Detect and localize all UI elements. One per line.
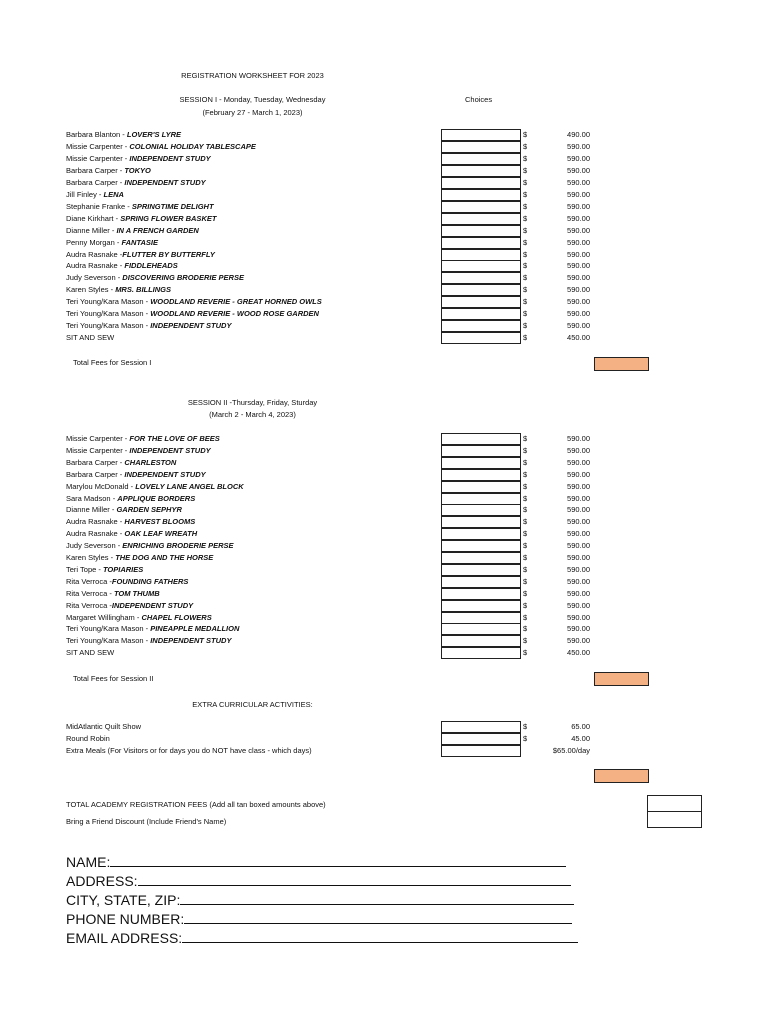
session1-dates: (February 27 - March 1, 2023) <box>202 108 303 117</box>
course-row <box>66 308 319 320</box>
teacher-name: Barbara Carper - <box>66 469 125 479</box>
course-row <box>66 201 214 213</box>
choice-box[interactable] <box>441 612 521 624</box>
teacher-name: Audra Rasnake - <box>66 517 125 527</box>
name-field[interactable] <box>110 852 566 867</box>
choice-box[interactable] <box>441 272 521 284</box>
dollar-sign: $ <box>523 297 528 307</box>
extra-choice-box[interactable] <box>441 733 521 745</box>
course-fee: 590.00 <box>567 249 590 259</box>
course-fee: 590.00 <box>567 576 590 586</box>
dollar-sign: $ <box>523 434 528 443</box>
course-fee: 490.00 <box>567 130 590 139</box>
extra-fee: 65.00 <box>571 722 590 731</box>
dollar-sign: $ <box>523 576 528 586</box>
course-row <box>66 284 171 296</box>
address-label: ADDRESS: <box>66 873 138 889</box>
choice-box[interactable] <box>441 284 521 296</box>
dollar-sign: $ <box>523 457 528 467</box>
choice-box[interactable] <box>441 189 521 201</box>
teacher-name: Audra Rasnake - <box>66 529 125 539</box>
choice-box[interactable] <box>441 332 521 344</box>
name-line <box>66 852 566 871</box>
teacher-name: Rita Verroca - <box>66 600 112 610</box>
dollar-sign: $ <box>523 333 528 343</box>
course-row <box>66 635 231 647</box>
course-row <box>66 320 231 332</box>
dollar-sign: $ <box>523 237 528 247</box>
course-row <box>66 623 239 635</box>
dollar-sign: $ <box>523 529 528 539</box>
choice-box[interactable] <box>441 249 521 261</box>
city-line <box>66 890 574 909</box>
course-fee: 590.00 <box>567 600 590 610</box>
teacher-name: Penny Morgan - <box>66 237 122 247</box>
dollar-sign: $ <box>523 564 528 574</box>
teacher-name: Judy Severson - <box>66 273 123 283</box>
dollar-sign: $ <box>523 189 528 199</box>
choice-box[interactable] <box>441 576 521 588</box>
dollar-sign: $ <box>523 612 528 622</box>
course-fee: 590.00 <box>567 481 590 491</box>
dollar-sign: $ <box>523 588 528 598</box>
address-field[interactable] <box>138 871 571 886</box>
course-row <box>66 433 220 445</box>
dollar-sign: $ <box>523 469 528 479</box>
teacher-name: Missie Carpenter - <box>66 434 130 443</box>
choice-box[interactable] <box>441 445 521 457</box>
course-title: MRS. BILLINGS <box>115 285 172 295</box>
course-title: INDEPENDENT STUDY <box>111 600 194 610</box>
course-fee: 590.00 <box>567 624 590 634</box>
teacher-name: Judy Severson - <box>66 541 123 551</box>
course-title: WOODLAND REVERIE - GREAT HORNED OWLS <box>150 297 322 307</box>
course-row <box>66 600 193 612</box>
course-title: INDEPENDENT STUDY <box>150 321 232 331</box>
extra-total-box[interactable] <box>594 769 649 783</box>
course-row <box>66 225 199 237</box>
city-field[interactable] <box>180 890 574 905</box>
teacher-name: Barbara Carper - <box>66 165 125 175</box>
extra-fee: 45.00 <box>571 734 590 743</box>
extra-row-label: Extra Meals (For Visitors or for days you do NOT have class - which days) <box>66 746 312 755</box>
teacher-name: Teri Young/Kara Mason - <box>66 297 151 307</box>
session1-total-label: Total Fees for Session I <box>73 358 152 367</box>
dollar-sign: $ <box>523 648 528 658</box>
teacher-name: Rita Verroca - <box>66 588 114 598</box>
teacher-name: Jill Finley - <box>66 189 104 199</box>
course-fee: 590.00 <box>567 153 590 163</box>
course-title: HARVEST BLOOMS <box>124 517 196 527</box>
teacher-name: Teri Tope - <box>66 564 103 574</box>
course-fee: 590.00 <box>567 517 590 527</box>
course-title: INDEPENDENT STUDY <box>150 636 232 646</box>
choice-box[interactable] <box>441 141 521 153</box>
dollar-sign: $ <box>523 165 528 175</box>
course-title: COLONIAL HOLIDAY TABLESCAPE <box>129 141 256 151</box>
dollar-sign: $ <box>523 273 528 283</box>
teacher-name: Audra Rasnake - <box>66 261 125 271</box>
dollar-sign: $ <box>523 141 528 151</box>
choice-box[interactable] <box>441 237 521 249</box>
course-fee: 590.00 <box>567 225 590 235</box>
dollar-sign: $ <box>523 213 528 223</box>
dollar-sign: $ <box>523 285 528 295</box>
course-title: ENRICHING BRODERIE PERSE <box>122 541 234 551</box>
choice-box[interactable] <box>441 588 521 600</box>
course-row <box>66 457 176 469</box>
session2-total-box[interactable] <box>594 672 649 686</box>
choice-box[interactable] <box>441 320 521 332</box>
course-fee: 450.00 <box>567 333 590 343</box>
course-fee: 590.00 <box>567 553 590 562</box>
course-fee: 590.00 <box>567 457 590 467</box>
address-line <box>66 871 571 890</box>
extra-choice-box[interactable] <box>441 721 521 733</box>
dollar-sign: $ <box>523 722 528 731</box>
course-title: TOKYO <box>124 165 151 175</box>
discount-box[interactable] <box>647 811 702 828</box>
course-fee: 590.00 <box>567 505 590 515</box>
course-row <box>66 189 124 201</box>
course-row <box>66 296 322 308</box>
course-row <box>66 141 256 153</box>
session2-total-label: Total Fees for Session II <box>73 674 154 683</box>
course-row <box>66 588 160 600</box>
dollar-sign: $ <box>523 541 528 551</box>
course-fee: 590.00 <box>567 141 590 151</box>
course-title: OAK LEAF WREATH <box>124 529 198 539</box>
course-fee: 590.00 <box>567 285 590 295</box>
course-row <box>66 237 158 249</box>
teacher-name: Dianne Miller - <box>66 225 117 235</box>
course-row <box>66 129 181 141</box>
course-title: FIDDLEHEADS <box>124 261 178 271</box>
teacher-name: Dianne Miller - <box>66 505 117 515</box>
course-row <box>66 249 215 261</box>
choice-box[interactable] <box>441 600 521 612</box>
choice-box[interactable] <box>441 540 521 552</box>
course-fee: 590.00 <box>567 636 590 646</box>
course-row <box>66 481 244 493</box>
course-fee: 590.00 <box>567 469 590 479</box>
academy-total-label: TOTAL ACADEMY REGISTRATION FEES (Add all tan boxed amounts above) <box>66 800 326 809</box>
course-fee: 590.00 <box>567 237 590 247</box>
course-fee: 590.00 <box>567 493 590 503</box>
dollar-sign: $ <box>523 201 528 211</box>
phone-label: PHONE NUMBER: <box>66 911 185 927</box>
email-field[interactable] <box>182 928 578 943</box>
course-row <box>66 516 195 528</box>
email-line <box>66 928 578 947</box>
teacher-name: Barbara Carper - <box>66 457 125 467</box>
dollar-sign: $ <box>523 517 528 527</box>
teacher-name: Audra Rasnake - <box>66 249 123 259</box>
choice-box[interactable] <box>441 225 521 237</box>
course-title: INDEPENDENT STUDY <box>124 469 206 479</box>
course-fee: 590.00 <box>567 261 590 271</box>
course-fee: 590.00 <box>567 273 590 283</box>
phone-line <box>66 909 572 928</box>
course-row <box>66 504 182 516</box>
course-title: PINEAPPLE MEDALLION <box>150 624 240 634</box>
course-fee: 590.00 <box>567 177 590 187</box>
dollar-sign: $ <box>523 321 528 331</box>
teacher-name: Teri Young/Kara Mason - <box>66 321 151 331</box>
course-title: FOR THE LOVE OF BEES <box>129 434 220 443</box>
choice-box[interactable] <box>441 308 521 320</box>
choice-box[interactable] <box>441 504 521 516</box>
course-fee: 590.00 <box>567 165 590 175</box>
course-title: GARDEN SEPHYR <box>116 505 182 515</box>
course-fee: 590.00 <box>567 201 590 211</box>
choice-box[interactable] <box>441 165 521 177</box>
dollar-sign: $ <box>523 636 528 646</box>
course-row <box>66 332 114 344</box>
course-row <box>66 260 178 272</box>
name-label: NAME: <box>66 854 111 870</box>
course-title: INDEPENDENT STUDY <box>124 177 206 187</box>
choice-box[interactable] <box>441 153 521 165</box>
teacher-name: Barbara Carper - <box>66 177 125 187</box>
course-title: APPLIQUE BORDERS <box>117 493 196 503</box>
teacher-name: Barbara Blanton - <box>66 130 127 139</box>
choice-box[interactable] <box>441 469 521 481</box>
session1-heading: SESSION I - Monday, Tuesday, Wednesday <box>179 95 326 104</box>
teacher-name: Sara Madson - <box>66 493 118 503</box>
city-label: CITY, STATE, ZIP: <box>66 892 181 908</box>
course-row <box>66 177 206 189</box>
course-title: INDEPENDENT STUDY <box>129 445 211 455</box>
course-title: SPRING FLOWER BASKET <box>120 213 217 223</box>
teacher-name: Missie Carpenter - <box>66 141 130 151</box>
course-row <box>66 272 244 284</box>
dollar-sign: $ <box>523 553 528 562</box>
teacher-name: Rita Verroca - <box>66 576 112 586</box>
phone-field[interactable] <box>184 909 572 924</box>
choice-box[interactable] <box>441 481 521 493</box>
course-title: IN A FRENCH GARDEN <box>116 225 199 235</box>
teacher-name: Stephanie Franke - <box>66 201 132 211</box>
choice-box[interactable] <box>441 457 521 469</box>
course-title: CHARLESTON <box>124 457 177 467</box>
choice-box[interactable] <box>441 201 521 213</box>
teacher-name: SIT AND SEW <box>66 648 115 658</box>
course-row <box>66 165 151 177</box>
course-fee: 590.00 <box>567 588 590 598</box>
choice-box[interactable] <box>441 552 521 564</box>
teacher-name: Diane Kirkhart - <box>66 213 121 223</box>
teacher-name: Marylou McDonald - <box>66 481 136 491</box>
course-fee: 590.00 <box>567 445 590 455</box>
choice-box[interactable] <box>441 433 521 445</box>
dollar-sign: $ <box>523 624 528 634</box>
choice-box[interactable] <box>441 635 521 647</box>
course-fee: 590.00 <box>567 541 590 551</box>
course-row <box>66 612 212 624</box>
extra-choice-box[interactable] <box>441 745 521 757</box>
dollar-sign: $ <box>523 600 528 610</box>
session2-heading: SESSION II -Thursday, Friday, Sturday <box>187 398 318 407</box>
choice-box[interactable] <box>441 129 521 141</box>
course-fee: 590.00 <box>567 321 590 331</box>
course-fee: 590.00 <box>567 297 590 307</box>
course-title: CHAPEL FLOWERS <box>141 612 212 622</box>
course-row <box>66 540 234 552</box>
dollar-sign: $ <box>523 734 528 743</box>
session1-total-box[interactable] <box>594 357 649 371</box>
course-fee: 450.00 <box>567 648 590 658</box>
extra-fee: $65.00/day <box>552 746 590 755</box>
extra-row-label: MidAtlantic Quilt Show <box>66 722 142 731</box>
course-row <box>66 153 211 165</box>
choice-box[interactable] <box>441 177 521 189</box>
choice-box[interactable] <box>441 516 521 528</box>
course-fee: 590.00 <box>567 213 590 223</box>
dollar-sign: $ <box>523 225 528 235</box>
extra-row-label: Round Robin <box>66 734 110 743</box>
worksheet-title: REGISTRATION WORKSHEET FOR 2023 <box>181 71 324 80</box>
dollar-sign: $ <box>523 309 528 319</box>
choice-box[interactable] <box>441 647 521 659</box>
academy-total-box[interactable] <box>647 795 702 812</box>
dollar-sign: $ <box>523 261 528 271</box>
course-fee: 590.00 <box>567 434 590 443</box>
course-fee: 590.00 <box>567 309 590 319</box>
course-title: INDEPENDENT STUDY <box>129 153 211 163</box>
course-title: LOVELY LANE ANGEL BLOCK <box>135 481 244 491</box>
discount-label: Bring a Friend Discount (Include Friend's Name) <box>66 817 227 826</box>
course-title: WOODLAND REVERIE - WOOD ROSE GARDEN <box>150 309 319 319</box>
course-title: TOM THUMB <box>113 588 160 598</box>
choice-box[interactable] <box>441 213 521 225</box>
dollar-sign: $ <box>523 445 528 455</box>
course-fee: 590.00 <box>567 189 590 199</box>
teacher-name: Teri Young/Kara Mason - <box>66 636 151 646</box>
choices-label: Choices <box>465 95 493 104</box>
course-row <box>66 445 211 457</box>
course-row <box>66 493 195 505</box>
teacher-name: SIT AND SEW <box>66 333 115 343</box>
teacher-name: Missie Carpenter - <box>66 153 130 163</box>
dollar-sign: $ <box>523 153 528 163</box>
teacher-name: Teri Young/Kara Mason - <box>66 624 151 634</box>
dollar-sign: $ <box>523 481 528 491</box>
choice-box[interactable] <box>441 564 521 576</box>
dollar-sign: $ <box>523 493 528 503</box>
choice-box[interactable] <box>441 528 521 540</box>
email-label: EMAIL ADDRESS: <box>66 930 183 946</box>
course-row <box>66 647 114 659</box>
choice-box[interactable] <box>441 623 521 635</box>
teacher-name: Missie Carpenter - <box>66 445 130 455</box>
course-row <box>66 576 188 588</box>
course-title: FANTASIE <box>121 237 158 247</box>
course-title: TOPIARIES <box>102 564 144 574</box>
course-title: THE DOG AND THE HORSE <box>115 553 214 562</box>
extra-heading: EXTRA CURRICULAR ACTIVITIES: <box>192 700 313 709</box>
course-row <box>66 564 143 576</box>
course-row <box>66 528 197 540</box>
dollar-sign: $ <box>523 130 528 139</box>
course-fee: 590.00 <box>567 612 590 622</box>
dollar-sign: $ <box>523 177 528 187</box>
choice-box[interactable] <box>441 260 521 272</box>
course-row <box>66 469 206 481</box>
session2-dates: (March 2 - March 4, 2023) <box>209 410 296 419</box>
course-row <box>66 552 213 564</box>
course-fee: 590.00 <box>567 564 590 574</box>
course-title: SPRINGTIME DELIGHT <box>131 201 214 211</box>
course-fee: 590.00 <box>567 529 590 539</box>
teacher-name: Teri Young/Kara Mason - <box>66 309 151 319</box>
course-title: DISCOVERING BRODERIE PERSE <box>122 273 244 283</box>
dollar-sign: $ <box>523 505 528 515</box>
course-title: FLUTTER BY BUTTERFLY <box>122 249 215 259</box>
course-title: FOUNDING FATHERS <box>111 576 189 586</box>
teacher-name: Karen Styles - <box>66 553 116 562</box>
choice-box[interactable] <box>441 493 521 505</box>
teacher-name: Margaret Willingham - <box>66 612 142 622</box>
course-title: LOVER'S LYRE <box>126 130 182 139</box>
dollar-sign: $ <box>523 249 528 259</box>
choice-box[interactable] <box>441 296 521 308</box>
course-title: LENA <box>103 189 124 199</box>
teacher-name: Karen Styles - <box>66 285 116 295</box>
course-row <box>66 213 216 225</box>
